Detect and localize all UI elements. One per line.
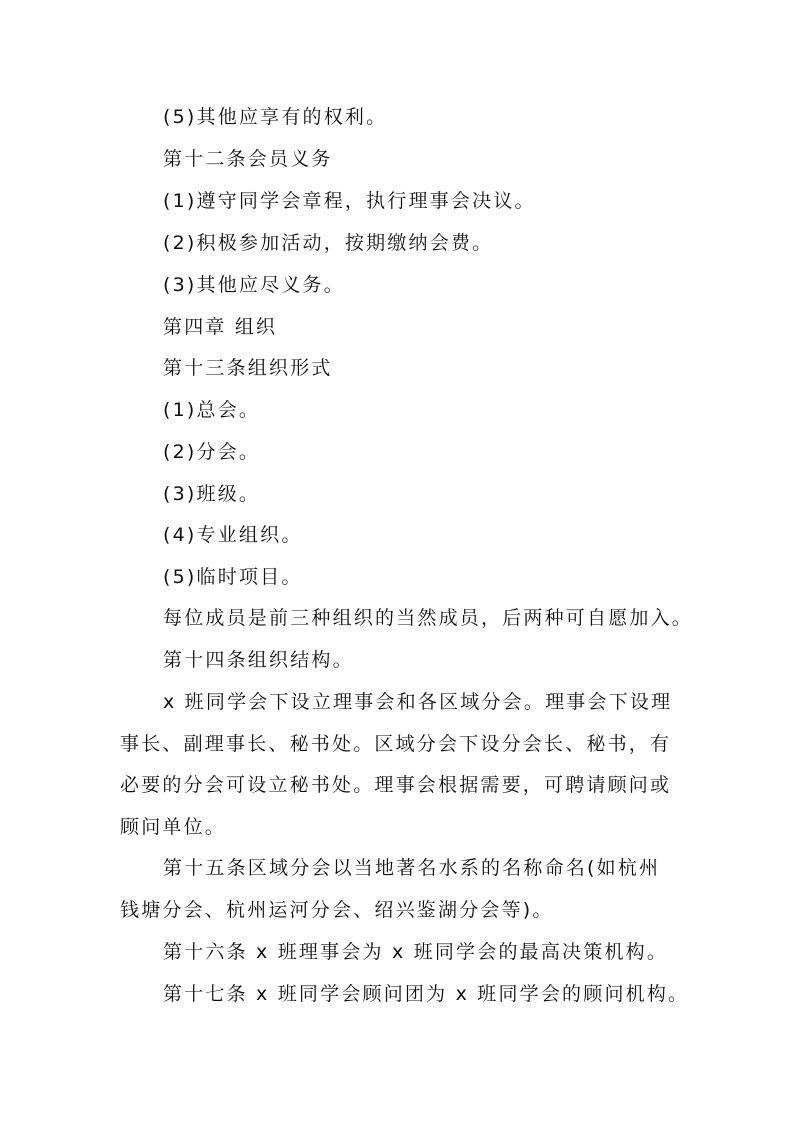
text-line-form-5: (5)临时项目。 <box>163 566 303 588</box>
article-16-line: 第十六条 x 班理事会为 x 班同学会的最高决策机构。 <box>163 941 669 963</box>
text-line-form-2: (2)分会。 <box>163 441 261 463</box>
article-14-heading: 第十四条组织结构。 <box>163 649 354 671</box>
article-13-heading: 第十三条组织形式 <box>163 357 333 379</box>
paragraph-structure-line-2: 事长、副理事长、秘书处。区域分会下设分会长、秘书，有 <box>120 733 672 755</box>
text-line-rights-5: (5)其他应享有的权利。 <box>163 106 388 128</box>
chapter-4-heading: 第四章 组织 <box>163 316 278 338</box>
article-15-line-2: 钱塘分会、杭州运河分会、绍兴鉴湖分会等)。 <box>120 899 554 921</box>
article-12-heading: 第十二条会员义务 <box>163 148 333 170</box>
paragraph-structure-line-3: 必要的分会可设立秘书处。理事会根据需要，可聘请顾问或 <box>120 774 672 796</box>
article-17-line: 第十七条 x 班同学会顾问团为 x 班同学会的顾问机构。 <box>163 983 690 1005</box>
text-line-duty-2: (2)积极参加活动，按期缴纳会费。 <box>163 232 494 254</box>
text-line-form-1: (1)总会。 <box>163 399 261 421</box>
text-line-duty-3: (3)其他应尽义务。 <box>163 274 345 296</box>
paragraph-structure-line-1: x 班同学会下设立理事会和各区域分会。理事会下设理 <box>163 691 673 713</box>
text-line-duty-1: (1)遵守同学会章程，执行理事会决议。 <box>163 190 536 212</box>
text-line-membership-note: 每位成员是前三种组织的当然成员，后两种可自愿加入。 <box>163 607 694 629</box>
article-15-line-1: 第十五条区域分会以当地著名水系的名称命名(如杭州 <box>163 857 661 879</box>
text-line-form-3: (3)班级。 <box>163 483 261 505</box>
text-line-form-4: (4)专业组织。 <box>163 524 303 546</box>
paragraph-structure-line-4: 顾问单位。 <box>120 816 227 838</box>
